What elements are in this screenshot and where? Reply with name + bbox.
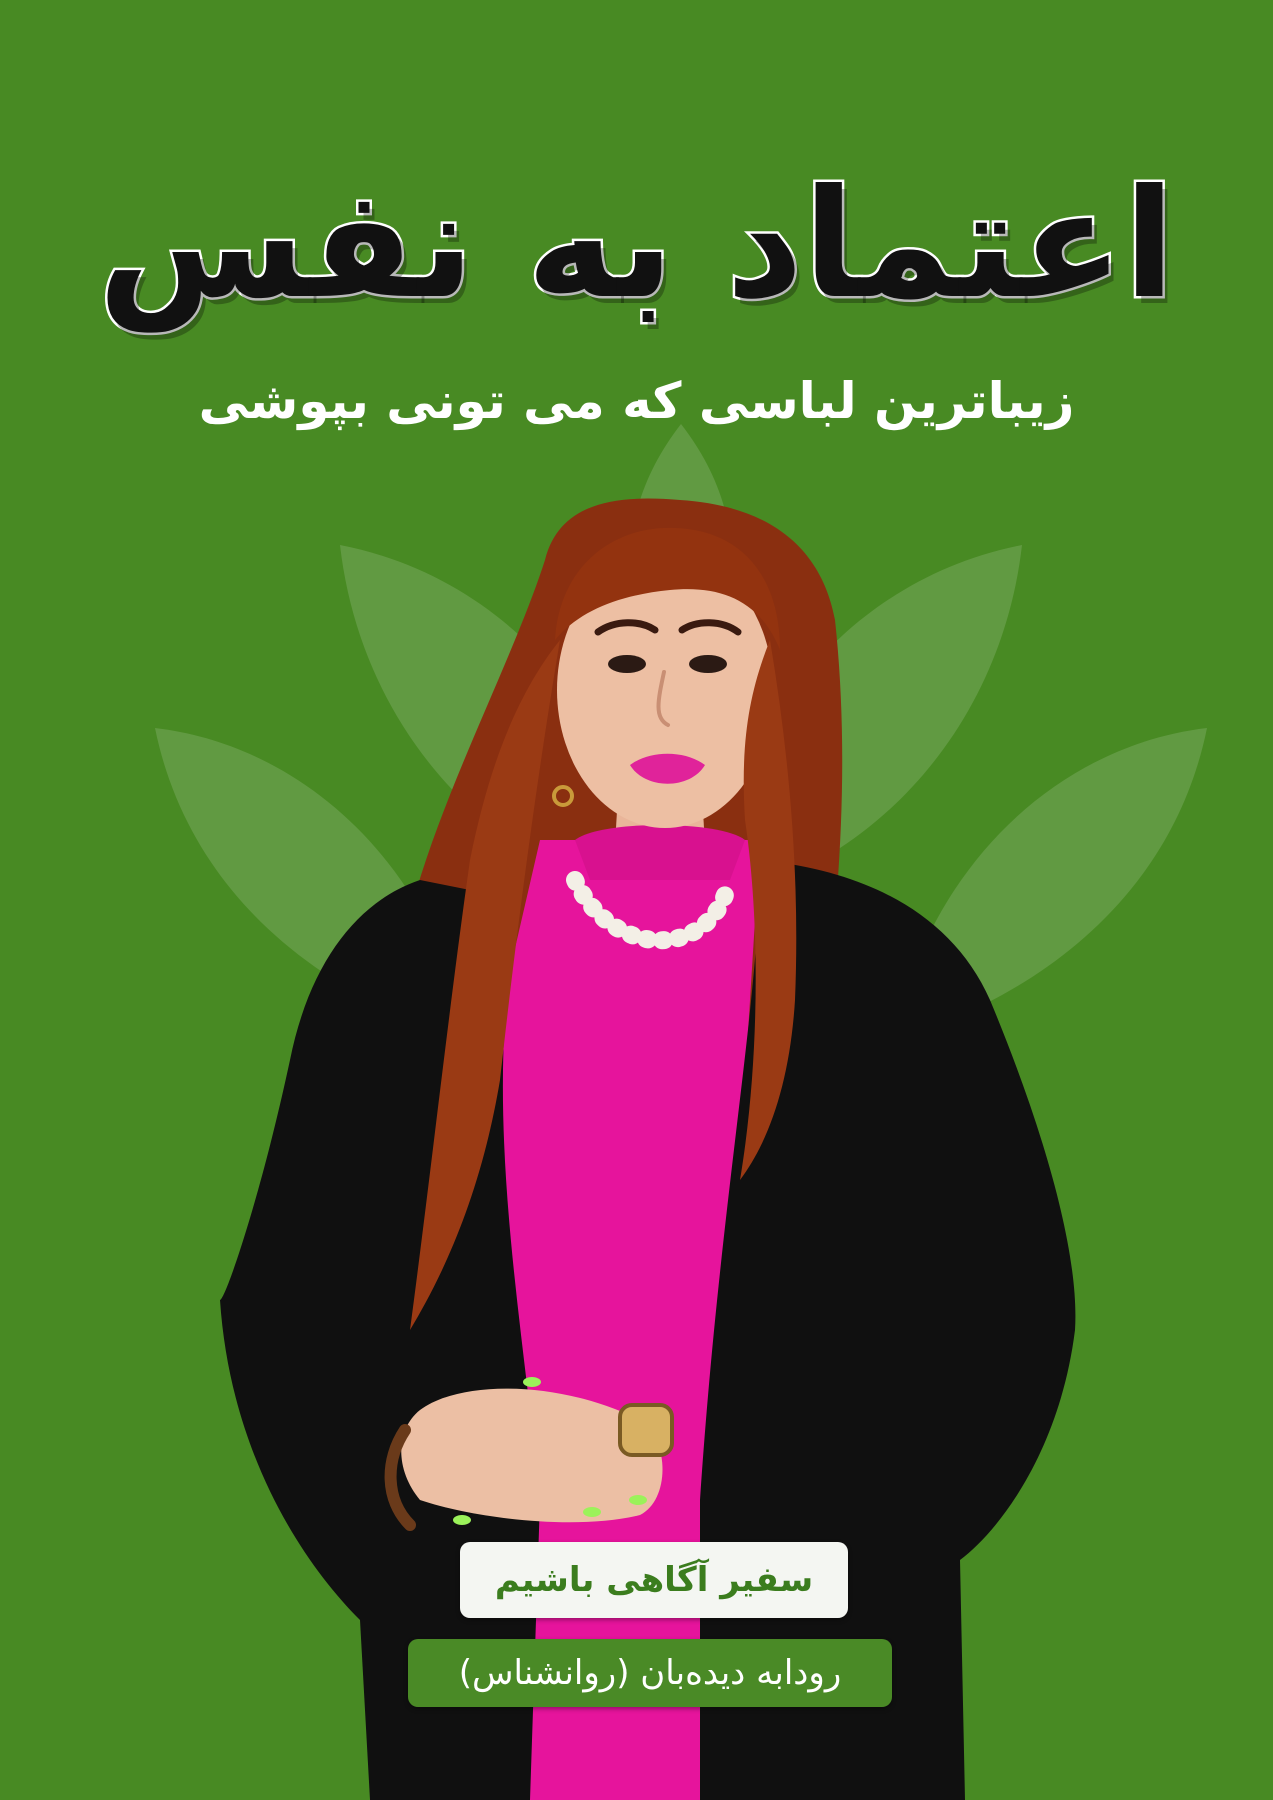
subtitle: زیباترین لباسی که می تونی بپوشی xyxy=(198,372,1075,430)
headline: اعتماد به نفس xyxy=(97,158,1176,332)
name-label: رودابه دیده‌بان (روانشناس) xyxy=(408,1639,892,1707)
watch xyxy=(620,1405,672,1455)
ambassador-label: سفیر آگاهی باشیم xyxy=(460,1542,848,1618)
ruffled-collar xyxy=(575,825,745,880)
